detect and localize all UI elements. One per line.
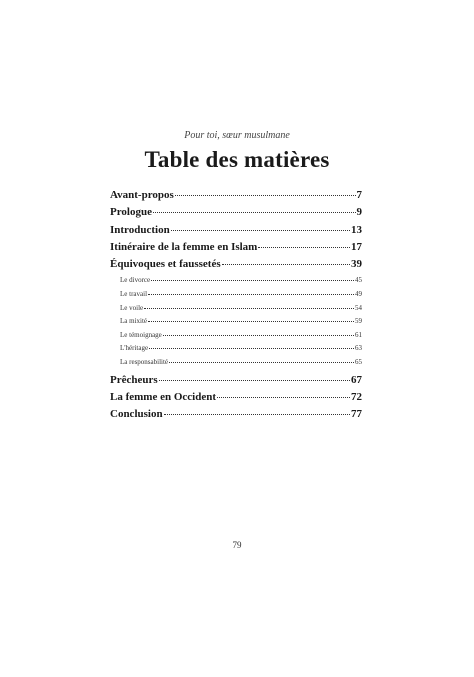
toc-entry-label: Itinéraire de la femme en Islam [110, 240, 258, 253]
dot-leader [169, 362, 354, 363]
toc-subentry-page: 45 [355, 276, 362, 285]
toc-subentry-page: 54 [355, 303, 362, 312]
toc-subentry [110, 317, 362, 331]
dot-leader [217, 397, 350, 398]
toc-entry-page: 17 [351, 240, 362, 253]
toc-subentry [110, 276, 362, 290]
toc-subentry-label: Le témoignage [120, 330, 162, 339]
dot-leader [144, 308, 354, 309]
toc-subentry-label: La responsabilité [120, 358, 169, 367]
dot-leader [171, 230, 350, 231]
page-title: Table des matières [144, 147, 330, 172]
toc-subentry-page: 61 [355, 330, 362, 339]
toc-subentry-page: 59 [355, 317, 362, 326]
toc-subentry [110, 304, 362, 318]
toc-subentry-label: Le travail [120, 290, 148, 299]
toc-entry-page: 72 [351, 390, 362, 403]
toc-entry-label: Prêcheurs [110, 373, 158, 386]
dot-leader [258, 247, 350, 248]
toc-subentry-page: 65 [355, 358, 362, 367]
toc-subentry-label: Le divorce [120, 276, 151, 285]
toc-subentry [110, 358, 362, 372]
dot-leader [151, 280, 354, 281]
toc-subentry-label: L'héritage [120, 344, 149, 353]
toc-entry-label: Conclusion [110, 408, 163, 421]
toc-entry-page: 67 [351, 373, 362, 386]
toc-entry [110, 189, 362, 206]
dot-leader [175, 195, 356, 196]
dot-leader [222, 264, 350, 265]
toc-entry-label: Introduction [110, 223, 170, 236]
toc-subentry-page: 63 [355, 344, 362, 353]
toc-entry-label: Avant-propos [110, 189, 174, 201]
dot-leader [163, 335, 354, 336]
toc-entry-page: 7 [356, 189, 362, 201]
dot-leader [148, 294, 354, 295]
toc-entry [110, 408, 362, 425]
toc-entry-page: 13 [351, 223, 362, 236]
toc-subentry [110, 290, 362, 304]
toc-subentry [110, 344, 362, 358]
dot-leader [164, 414, 350, 415]
toc-entry [110, 391, 362, 408]
toc-subentry [110, 331, 362, 345]
toc-entry [110, 258, 362, 275]
table-of-contents [110, 189, 362, 426]
toc-entry-label: Prologue [110, 206, 152, 219]
toc-entry [110, 224, 362, 241]
toc-entry-page: 39 [351, 258, 362, 271]
dot-leader [153, 212, 356, 213]
toc-entry-page: 77 [351, 408, 362, 421]
toc-entry [110, 241, 362, 258]
toc-entry [110, 206, 362, 223]
toc-subentry-label: Le voile [120, 303, 144, 312]
dot-leader [149, 348, 354, 349]
dot-leader [159, 380, 350, 381]
page-number: 79 [232, 540, 242, 550]
toc-entry [110, 374, 362, 391]
toc-entry-label: La femme en Occident [110, 390, 216, 403]
dot-leader [148, 321, 354, 322]
toc-entry-label: Équivoques et faussetés [110, 258, 221, 271]
toc-subentry-page: 49 [355, 290, 362, 299]
toc-subentry-label: La mixité [120, 317, 148, 326]
running-head: Pour toi, sœur musulmane [184, 130, 290, 141]
toc-entry-page: 9 [356, 206, 362, 219]
